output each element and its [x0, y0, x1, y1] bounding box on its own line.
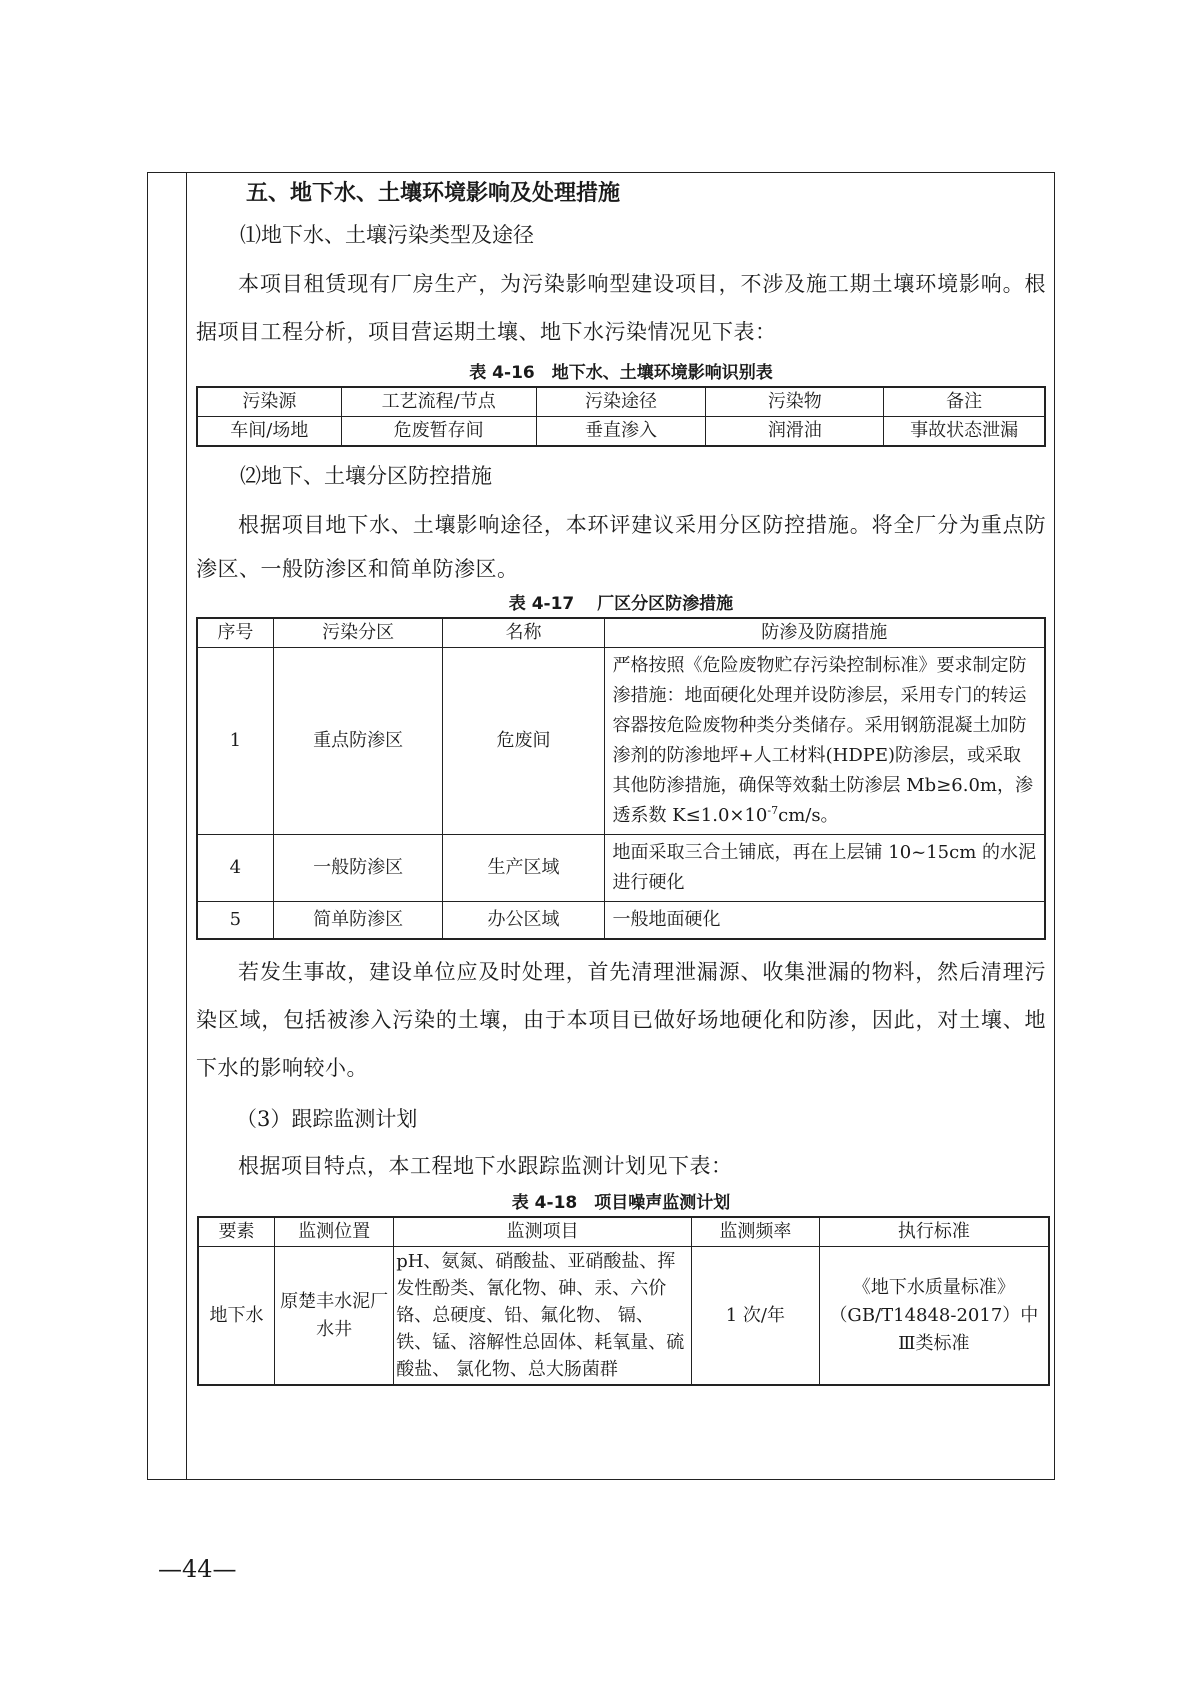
- table-4-18: [197, 1216, 1050, 1386]
- table-cell-element: 地下水: [198, 1247, 275, 1386]
- measure-exponent: -7: [767, 804, 779, 817]
- paragraph-project-intro: 本项目租赁现有厂房生产，为污染影响型建设项目，不涉及施工期土壤环境影响。根据项目工程分析，项目营运期土壤、地下水污染情况见下表：: [196, 272, 1046, 344]
- measure-unit: cm/s。: [778, 805, 839, 826]
- table-cell: 润滑油: [706, 417, 884, 447]
- table-cell-frequency: 1 次/年: [692, 1247, 820, 1386]
- table-cell-measure: 一般地面硬化: [604, 902, 1045, 940]
- table-cell-name: 生产区域: [443, 835, 604, 902]
- paragraph-accident-handling: 若发生事故，建设单位应及时处理，首先清理泄漏源、收集泄漏的物料，然后清理污染区域，包括被渗入污染的土壤，由于本项目已做好场地硬化和防渗，因此，对土壤、地下水的影响较小。: [196, 960, 1046, 1080]
- table-cell-location: 原楚丰水泥厂水井: [275, 1247, 394, 1386]
- table-4-16-caption: 表 4-16 地下水、土壤环境影响识别表: [469, 363, 773, 383]
- table-header-cell: 名称: [443, 618, 604, 648]
- subheading-zoning-measures: ⑵地下、土壤分区防控措施: [240, 464, 492, 488]
- table-header-cell: 序号: [197, 618, 273, 648]
- table-header-cell: 执行标准: [819, 1217, 1049, 1247]
- table-cell: 事故状态泄漏: [884, 417, 1045, 447]
- table-cell-zone: 重点防渗区: [273, 648, 443, 835]
- table-row: [197, 417, 1045, 447]
- subheading-monitoring-plan: （3）跟踪监测计划: [236, 1107, 418, 1131]
- subheading-pollution-types: ⑴地下水、土壤污染类型及途径: [240, 223, 534, 247]
- table-header-cell: 污染源: [197, 387, 341, 417]
- table-cell-measure: 地面采取三合土铺底，再在上层铺 10~15cm 的水泥进行硬化: [604, 835, 1045, 902]
- table-4-17-caption: 表 4-17 厂区分区防渗措施: [508, 594, 734, 614]
- table-row: [197, 835, 1045, 902]
- measure-text: 严格按照《危险废物贮存污染控制标准》要求制定防渗措施：地面硬化处理并设防渗层，采用专门的转运容器按危险废物种类分类储存。采用钢筋混凝土加防渗剂的防渗地坪+人工材料(HDPE)防渗层，或采取其他防渗措施，确保等效黏土防渗层 Mb≥6.0m，渗透系数 K≤1.0×10: [612, 655, 1033, 826]
- table-row: [198, 1247, 1049, 1386]
- table-4-18-caption: 表 4-18 项目噪声监测计划: [511, 1193, 731, 1213]
- table-cell: 车间/场地: [197, 417, 341, 447]
- table-header-cell: 监测项目: [394, 1217, 692, 1247]
- table-cell-standard: 《地下水质量标准》（GB/T14848-2017）中Ⅲ类标准: [819, 1247, 1049, 1386]
- table-cell-zone: 简单防渗区: [273, 902, 443, 940]
- table-cell: 危废暂存间: [341, 417, 536, 447]
- table-cell-items: pH、氨氮、硝酸盐、亚硝酸盐、挥发性酚类、氰化物、砷、汞、六价铬、总硬度、铅、氟化物、 镉、铁、锰、溶解性总固体、耗氧量、硫酸盐、 氯化物、总大肠菌群: [394, 1247, 692, 1386]
- page-number: —44—: [158, 1555, 237, 1583]
- paragraph-monitoring-intro: 根据项目特点，本工程地下水跟踪监测计划见下表：: [238, 1154, 733, 1178]
- table-4-17: [196, 617, 1046, 940]
- table-header-cell: 污染途径: [536, 387, 706, 417]
- table-header-row: [198, 1217, 1049, 1247]
- table-cell-measure: [604, 648, 1045, 835]
- table-header-cell: 要素: [198, 1217, 275, 1247]
- table-cell-number: 5: [197, 902, 273, 940]
- section-content: [196, 172, 1046, 1386]
- table-header-cell: 工艺流程/节点: [341, 387, 536, 417]
- table-cell-zone: 一般防渗区: [273, 835, 443, 902]
- table-4-16: [196, 386, 1046, 447]
- table-header-cell: 监测位置: [275, 1217, 394, 1247]
- table-header-cell: 污染物: [706, 387, 884, 417]
- table-cell-name: 办公区域: [443, 902, 604, 940]
- table-header-cell: 防渗及防腐措施: [604, 618, 1045, 648]
- table-header-cell: 监测频率: [692, 1217, 820, 1247]
- table-cell: 垂直渗入: [536, 417, 706, 447]
- table-header-cell: 备注: [884, 387, 1045, 417]
- table-header-cell: 污染分区: [273, 618, 443, 648]
- frame-left-column-divider: [186, 173, 187, 1479]
- section-heading: 五、地下水、土壤环境影响及处理措施: [246, 180, 621, 206]
- table-cell-name: 危废间: [443, 648, 604, 835]
- table-cell-number: 1: [197, 648, 273, 835]
- table-cell-number: 4: [197, 835, 273, 902]
- table-header-row: [197, 387, 1045, 417]
- table-row: [197, 902, 1045, 940]
- table-header-row: [197, 618, 1045, 648]
- table-row: [197, 648, 1045, 835]
- paragraph-zoning-intro: 根据项目地下水、土壤影响途径，本环评建议采用分区防控措施。将全厂分为重点防渗区、一般防渗区和简单防渗区。: [196, 513, 1046, 581]
